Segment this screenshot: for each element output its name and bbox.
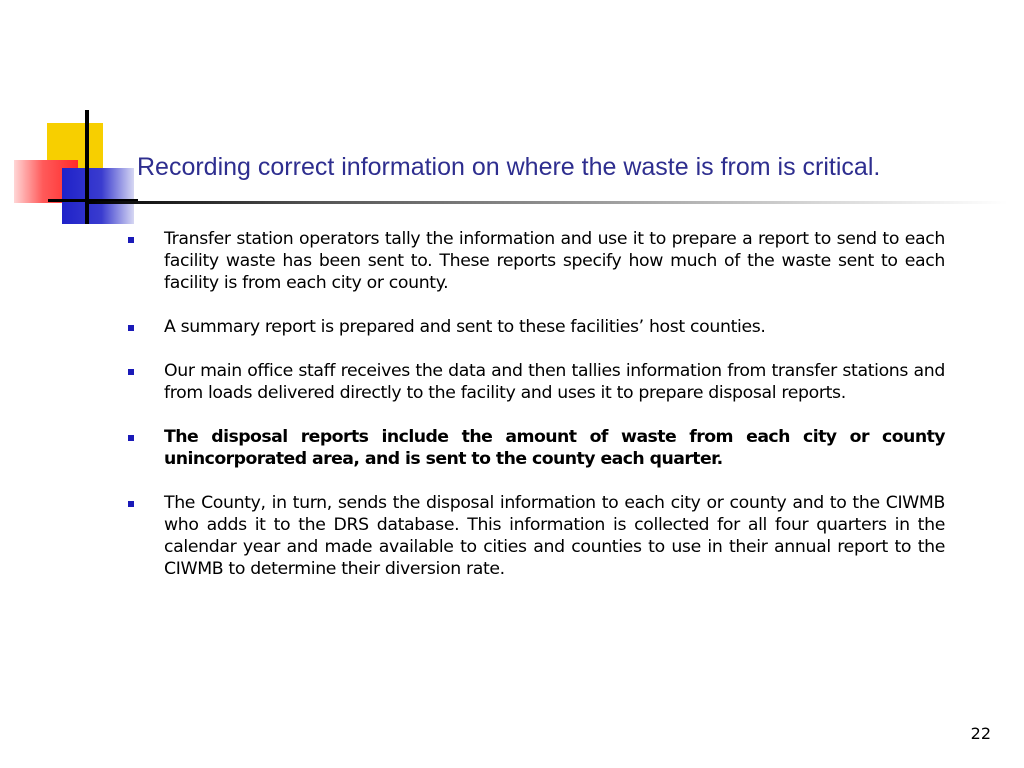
slide-title: Recording correct information on where the waste is from is critical. xyxy=(137,153,881,181)
square-bullet-icon xyxy=(128,237,134,243)
square-bullet-icon xyxy=(128,325,134,331)
bullet-item xyxy=(125,360,945,404)
bullet-item xyxy=(125,426,945,470)
bullet-text: Our main office staff receives the data and then tallies information from transfer stations and from loads delivered directly to the facility and uses it to prepare disposal reports. xyxy=(164,361,945,403)
bullet-text: Transfer station operators tally the information and use it to prepare a report to send to each facility waste has been sent to. These reports specify how much of the waste sent to each facility is from each city or county. xyxy=(164,229,945,293)
square-bullet-icon xyxy=(128,435,134,441)
bullet-item xyxy=(125,316,945,338)
square-bullet-icon xyxy=(128,369,134,375)
vertical-rule xyxy=(85,110,89,224)
bullet-item xyxy=(125,228,945,294)
blue-gradient-block xyxy=(62,168,134,224)
bullet-text: A summary report is prepared and sent to these facilities’ host counties. xyxy=(164,317,766,337)
bullet-list xyxy=(125,228,945,602)
decorative-blocks xyxy=(0,0,140,240)
bullet-text-emphasized: The disposal reports include the amount of waste from each city or county unincorporated area, and is sent to the county each quarter. xyxy=(164,427,945,469)
page-number: 22 xyxy=(970,724,991,743)
square-bullet-icon xyxy=(128,501,134,507)
title-underline xyxy=(88,201,1008,204)
bullet-text: The County, in turn, sends the disposal information to each city or county and to the CIWMB who adds it to the DRS database. This information is collected for all four quarters in the calendar year and made available to cities and counties to use in their annual report to the CIWMB to determine their diversion rate. xyxy=(164,493,945,579)
bullet-item xyxy=(125,492,945,580)
